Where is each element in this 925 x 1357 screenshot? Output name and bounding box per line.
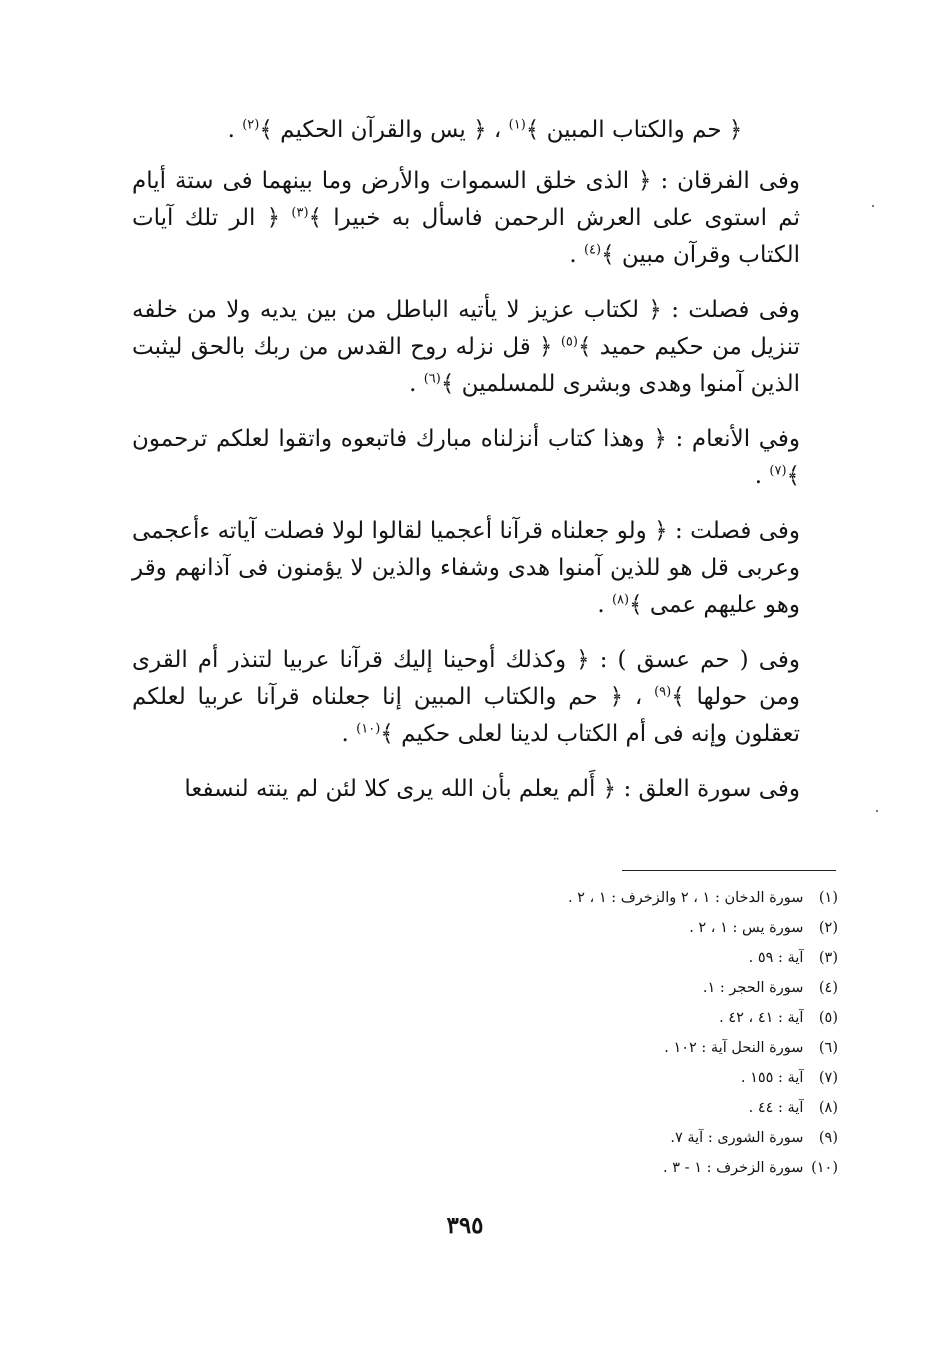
footnote (420, 1063, 838, 1093)
footnote (420, 1093, 838, 1123)
footnote-text: سورة يس : ١ ، ٢ . (689, 920, 804, 936)
footnote-ref[interactable]: (٧) (769, 463, 787, 479)
footnote-ref[interactable]: (٥) (560, 334, 578, 350)
footnote-number: (١٠) (811, 1160, 838, 1176)
footnote-ref[interactable]: (٦) (423, 371, 441, 387)
paragraph (132, 642, 838, 753)
paragraph-text: وفى فصلت : ﴿ لكتاب عزيز لا يأتيه الباطل من بين يديه ولا من خلفه تنزيل من حكيم حميد ﴾ (132, 297, 800, 360)
footnote-text: سورة الدخان : ١ ، ٢ والزخرف : ١ ، ٢ . (567, 890, 804, 906)
footnote (420, 943, 838, 973)
footnote-text: سورة الزخرف : ١ - ٣ . (663, 1160, 804, 1176)
paragraph-text: وفى ( حم عسق ) : ﴿ وكذلك أوحينا إليك قرآنا عربيا لتنذر أم القرى ومن حولها ﴾ (132, 647, 800, 710)
footnote-text: آية : ٤١ ، ٤٢ . (719, 1010, 804, 1026)
footnote (420, 1033, 838, 1063)
paragraph (132, 292, 838, 403)
scan-speck (876, 810, 878, 812)
paragraph (132, 771, 838, 808)
footnote-text: سورة الحجر : ١. (702, 980, 804, 996)
footnote-ref[interactable]: (٤) (583, 242, 602, 258)
footnote-text: سورة النحل آية : ١٠٢ . (664, 1040, 804, 1056)
paragraph (132, 421, 838, 495)
footnote-number: (٤) (818, 980, 838, 996)
paragraph-text: . (597, 592, 612, 618)
paragraph-text: وفي الأنعام : ﴿ وهذا كتاب أنزلناه مبارك فاتبعوه واتقوا لعلكم ترحمون ﴾ (132, 426, 800, 489)
paragraph-text: ﴿ حم والكتاب المبين ﴾ (525, 117, 743, 143)
footnotes (420, 883, 838, 1183)
footnote (420, 1123, 838, 1153)
footnote-ref[interactable]: (٨) (611, 592, 630, 608)
paragraph-text: ، ﴿ حم والكتاب المبين إنا جعلناه قرآنا عربيا لعلكم تعقلون وإنه فى أم الكتاب لدينا لعلى حكيم ﴾ (132, 684, 800, 747)
page-number: ٣٩٥ (446, 1212, 484, 1239)
paragraph-text: . (227, 117, 243, 143)
paragraph (132, 163, 838, 274)
footnote-text: آية : ٥٩ . (748, 950, 804, 966)
footnote (420, 913, 838, 943)
footnote-text: آية : ١٥٥ . (740, 1070, 804, 1086)
paragraph-text: . (409, 371, 424, 397)
paragraph-text: . (569, 242, 584, 268)
footnote-ref[interactable]: (١) (508, 117, 526, 133)
paragraph-text: . (341, 721, 357, 747)
paragraph-text: وفى فصلت : ﴿ ولو جعلناه قرآنا أعجميا لقالوا لولا فصلت آياته ءأعجمى وعربى قل هو للذين آمنوا هدى وشفاء والذين لا يؤمنون فى آذانهم وقر وهو عليهم عمى ﴾ (132, 518, 800, 618)
footnote-divider (622, 870, 836, 871)
paragraph-text: ، ﴿ يس والقرآن الحكيم ﴾ (259, 117, 509, 143)
footnote (420, 973, 838, 1003)
paragraph-text: وفى الفرقان : ﴿ الذى خلق السموات والأرض وما بينهما فى ستة أيام ثم استوى على العرش الرحمن فاسأل به خبيرا ﴾ (132, 168, 800, 231)
footnote (420, 1153, 838, 1183)
footnote-number: (٦) (818, 1040, 838, 1056)
footnote-number: (٥) (818, 1010, 838, 1026)
paragraph-text: ﴿ قل نزله روح القدس من ربك بالحق ليثبت الذين آمنوا وهدى وبشرى للمسلمين ﴾ (132, 334, 800, 397)
paragraph-text: ﴿ الر تلك آيات الكتاب وقرآن مبين ﴾ (132, 205, 800, 268)
footnote-ref[interactable]: (٣) (291, 205, 309, 221)
footnote (420, 1003, 838, 1033)
footnote-number: (٢) (818, 920, 838, 936)
footnote-number: (٨) (818, 1100, 838, 1116)
paragraph (132, 112, 838, 149)
footnote-number: (٧) (818, 1070, 838, 1086)
footnote-ref[interactable]: (٩) (654, 684, 672, 700)
footnote-number: (١) (818, 890, 838, 906)
footnote-text: آية : ٤٤ . (748, 1100, 804, 1116)
paragraph-text: . (754, 463, 770, 489)
paragraph (132, 513, 838, 624)
footnote-ref[interactable]: (١٠) (356, 721, 381, 737)
footnote-text: سورة الشورى : آية ٧. (670, 1130, 804, 1146)
footnote-number: (٣) (818, 950, 838, 966)
footnote-number: (٩) (818, 1130, 838, 1146)
footnote (420, 883, 838, 913)
footnote-ref[interactable]: (٢) (242, 117, 260, 133)
scan-speck (872, 205, 874, 207)
main-text (132, 112, 838, 826)
paragraph-text: وفى سورة العلق : ﴿ أَلم يعلم بأن الله يرى كلا لئن لم ينته لنسفعا (184, 776, 800, 802)
